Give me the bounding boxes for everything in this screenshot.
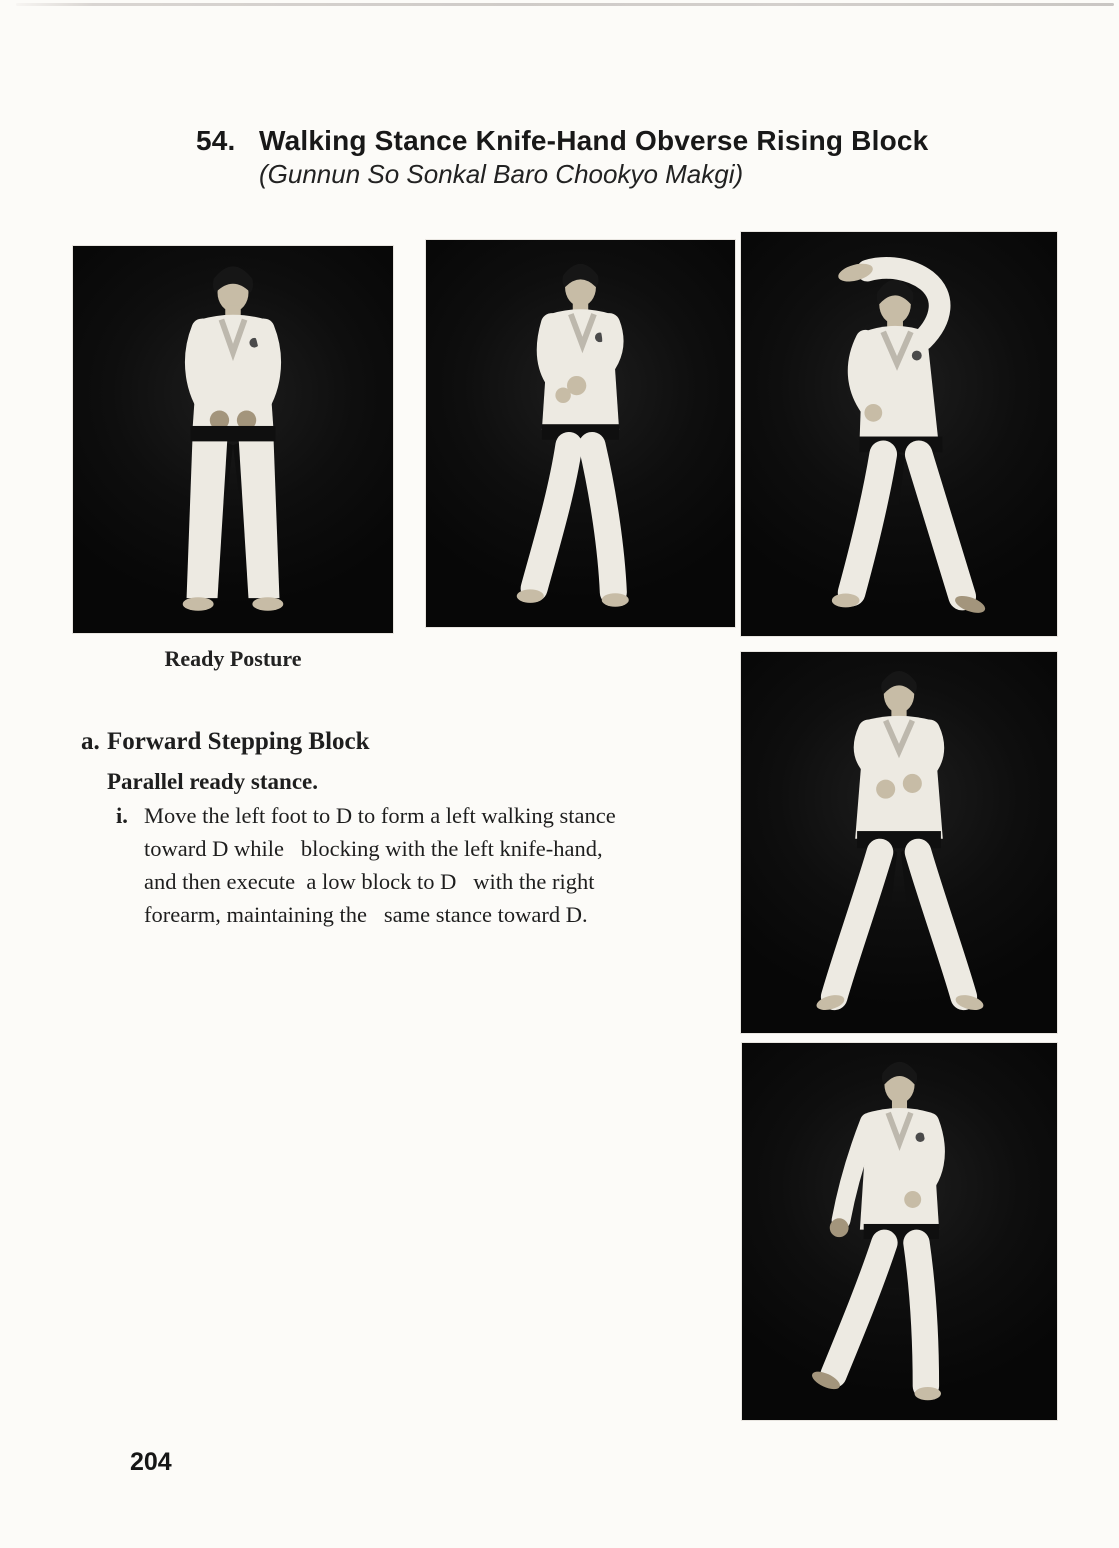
martial-artist-figure (73, 246, 393, 633)
lesson-number: 54. (196, 125, 236, 156)
photo-arms-crossing (741, 652, 1057, 1033)
section-label: a. (81, 728, 100, 755)
instruction-line: forearm, maintaining the same stance toward D. (144, 902, 588, 927)
top-scan-line (16, 3, 1114, 6)
photo-rising-block (741, 232, 1057, 636)
step-label: i. (116, 803, 128, 828)
instruction-line: toward D while blocking with the left knife-hand, (144, 836, 603, 861)
section-heading-text: Forward Stepping Block (107, 728, 370, 755)
martial-artist-figure (426, 240, 735, 627)
instruction-line: Move the left foot to D to form a left walking stance (144, 803, 616, 828)
section-heading (81, 727, 370, 757)
photo-caption: Ready Posture (164, 646, 302, 671)
instruction-step (116, 799, 616, 931)
lesson-title-romanized: (Gunnun So Sonkal Baro Chookyo Makgi) (259, 159, 744, 189)
lesson-title-text: Walking Stance Knife-Hand Obverse Rising Block (259, 125, 929, 156)
photo-low-block (742, 1043, 1057, 1420)
stance-line: Parallel ready stance. (107, 769, 318, 794)
martial-artist-figure (741, 232, 1057, 636)
lesson-title (196, 124, 928, 158)
instruction-line: and then execute a low block to D with the right (144, 869, 595, 894)
photo-step-forward (426, 240, 735, 627)
photo-ready-posture (73, 246, 393, 633)
page-number: 204 (130, 1448, 172, 1476)
martial-artist-figure (742, 1043, 1057, 1420)
martial-artist-figure (741, 652, 1057, 1033)
